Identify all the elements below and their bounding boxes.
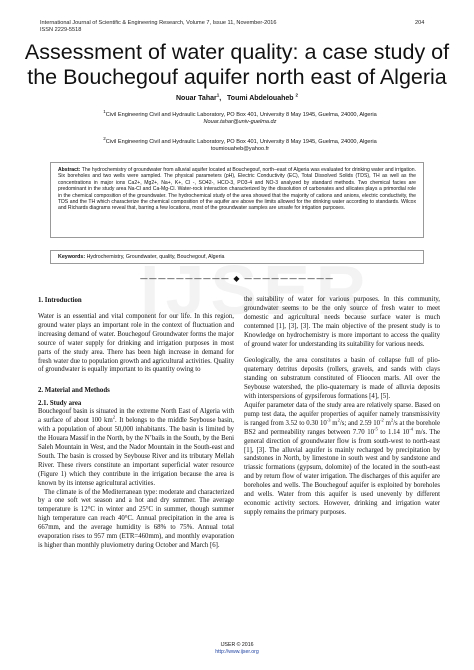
keywords-box xyxy=(50,250,424,264)
section-1-paragraph: Water is an essential and vital component for our life. In this region, ground water plays an important role in the context of fluctuation and increasing demand of water. Bouchegouf Groundwater forms the major source of water supply for drinking and irrigation purposes in most parts of the study area. There has been high increase in demand for fresh water due to population growth and agricultural activities. Quality of groundwater is equally important to its quantity owing to xyxy=(38,313,234,374)
right-paragraph-2: Geologically, the area constitutes a basin of collapse full of plio-quaternary detritus deposits (rollers, gravels, and sands with clays standing on substratum constituted of Flioocen marls. All over the Seybouse watershed, the plio-quaternary is made of alluvia deposits with interspersions of gypsiferous formations [4], [5]. xyxy=(244,357,440,401)
issn: ISSN 2229-5518 xyxy=(40,27,82,33)
affiliation-2-text: Civil Engineering Civil and Hydraulic Laboratory, PO Box 401, University 8 May 1945, Guelma, 24000, Algeria xyxy=(105,139,377,145)
right-paragraph-1: the suitability of water for various purposes. In this community, groundwater seems to be the only source of fresh water to meet domestic and agricultural needs because surface water is much contemned [1], [3], [3]. The main objective of the present study is to Knowledge on hydrochemistry is more important to access the quality of ground water for understanding its suitability for various needs. xyxy=(244,296,440,348)
author-1-affiliation-marker: 1 xyxy=(216,92,220,98)
page-number: 204 xyxy=(415,20,425,26)
abstract-box xyxy=(50,162,424,238)
keywords-label: Keywords: xyxy=(58,254,86,260)
aquifer-sup-1: -3 xyxy=(326,417,331,423)
journal-name: International Journal of Scientific & Engineering Research, Volume 7, Issue 11, November-2016 xyxy=(40,20,277,26)
aquifer-sup-4: 2 xyxy=(390,417,394,423)
section-2-1-heading: 2.1. Study area xyxy=(38,400,82,408)
affiliation-2-email[interactable]: toumiouaheb@yahoo.fr xyxy=(210,146,270,152)
affiliation-2 xyxy=(60,136,420,153)
affiliation-1 xyxy=(60,109,420,126)
left-column xyxy=(38,296,234,551)
section-2-heading: 2. Material and Methods xyxy=(38,387,110,395)
affiliation-2-marker: 2 xyxy=(103,136,106,142)
title-line-2: the Bouchegouf aquifer north east of Algeria xyxy=(27,65,447,89)
aquifer-text-e: /s at the borehole BS2 and permeability ranges between 7.70 10 xyxy=(244,419,440,436)
aquifer-text-c: /s; and 2.59 10 xyxy=(339,419,381,427)
aquifer-text-g: m/s. The general direction of groundwater flow is from south-west to north-east [1], [3]. The alluvial aquifer is mainly recharged by precipitation by sandstones in North, by limestone in south west and by sandstone and triassic formations (gypsum, dolomite) of the located in the south-east and by return flow of water irrigation. The discharges of this aquifer are boreholes and wells. The Bouchegouf aquifer is exploited by boreholes and wells. Water from this aquifer is used unevenly by different economic activity sectors. However, drinking and irrigation water supply remains the primary purposes. xyxy=(244,428,440,516)
aquifer-text-b: m xyxy=(330,419,338,427)
section-separator: —————————— ◆ —————————— xyxy=(139,274,335,283)
abstract-label: Abstract: xyxy=(58,167,81,173)
right-column xyxy=(244,296,440,518)
aquifer-sup-5: -5 xyxy=(374,426,378,432)
affiliation-1-email[interactable]: Nouar.tahar@univ-guelma.dz xyxy=(203,119,277,125)
study-area-paragraph-2: The climate is of the Mediterranean type: moderate and characterized by a one soft wet season and a hot and dry summer. The average temperature is 12°C in winter and 25°C in summer, though summer high temperature can reach 40°C. Annual precipitation in the area is 667mm, and the average humidity is 68% to 75%. Annual total evaporation rises to 957 mm (ETR=460mm), and monthly evaporation is higher than monthly pluviometry during October and March [6]. xyxy=(38,488,234,549)
affiliation-1-marker: 1 xyxy=(103,109,106,115)
study-area-text-a: Bouchegouf basin is situated in the extreme North East of Algeria with a surface of about 100 km xyxy=(38,408,234,425)
author-list xyxy=(0,92,474,102)
footer-copyright: IJSER © 2016 xyxy=(220,642,254,648)
km-squared-sup: 2 xyxy=(112,414,115,420)
journal-header xyxy=(40,20,277,34)
aquifer-text-a: Aquifer parameter data of the study area are relatively sparse. Based on pump test data, the aquifer properties of aquifer namely transmissivity is ranged from 3.52 to 0.30 10 xyxy=(244,401,440,427)
right-paragraph-3 xyxy=(244,402,440,518)
aquifer-sup-3: -2 xyxy=(380,417,384,423)
aquifer-text-d: m xyxy=(383,419,391,427)
paper-title xyxy=(10,40,464,90)
page-footer xyxy=(0,642,474,655)
author-1: Nouar Tahar xyxy=(176,95,217,102)
author-separator: , xyxy=(219,95,222,102)
section-1-heading: 1. Introduction xyxy=(38,297,82,304)
aquifer-sup-2: 2 xyxy=(337,417,340,423)
aquifer-text-f: to 1.14 10 xyxy=(377,428,410,436)
study-area-text-b: . It belongs to the middle Seybouse basin, with a population of about 50,000 inhabitants. The basin is limited by the Houara Massif in the North, by the N’bails in the South, by the Beni Saleh Mountain in West, and the Nador Mountain in the South-east and South. The basin is crossed by Seybouse River and its tributary Mellah River. These rivers constitute an important superficial water resource (Figure 1) which they contribute in the irrigation because the area is known by its intense agricultural activities. xyxy=(38,417,234,487)
title-line-1: Assessment of water quality: a case study of xyxy=(24,40,450,64)
study-area-paragraph-1 xyxy=(38,408,234,488)
affiliation-1-text: Civil Engineering Civil and Hydraulic Laboratory, PO Box 401, University 8 May 1945, Guelma, 24000, Algeria xyxy=(105,112,377,118)
author-2: Toumi Abdelouaheb xyxy=(227,95,294,102)
author-2-affiliation-marker: 2 xyxy=(295,92,298,98)
aquifer-sup-6: -4 xyxy=(409,426,414,432)
footer-url-link[interactable]: http://www.ijser.org xyxy=(215,648,259,655)
abstract-text: The hydrochemistry of groundwater from alluvial aquifer located at Bouchegouf, north–east of Algeria was evaluated for drinking water and irrigation. Six boreholes and two wells were sampled. The physical parameters (pH), Electric Conductivity (EC), Total Dissolved Solids (TDS), TH as well as the concentrations in major ions Ca2+, Mg2+, Na+, K+, Cl -, SO42-, HCO-3, PO3-4 and NO-3 analyzed by standard methods. Two chemical facies are predominant in the study area Na-Cl and Ca-Mg-Cl. Water-rock interaction characterized by the dissolution of carbonates and silicates plays a primordial role in the chemical composition of the groundwater. The hydrochemical study of the area showed that the majority of cations and anions, electric conductivity, the TDS and the TH which characterize the chemical composition of the aquifer are above the limits allowed for the drinking water according to standards. Wilcox and Richards diagrams reveal that, barring a few locations, most of the groundwater samples are unsafe for irrigation purposes. xyxy=(58,167,417,212)
keywords-text: Hydrochemistry, Groundwater, quality, Bouchegouf, Algeria xyxy=(86,254,225,260)
